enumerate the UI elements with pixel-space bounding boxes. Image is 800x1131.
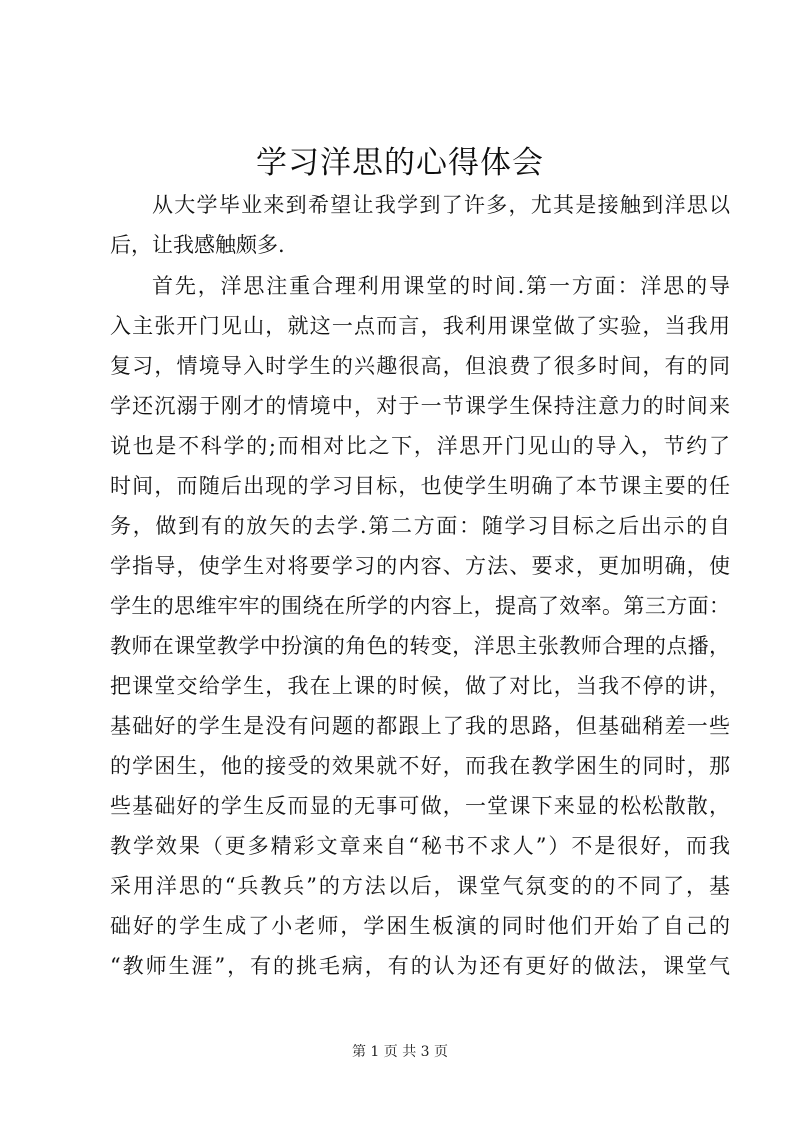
paragraph-line: 学生的思维牢牢的围绕在所学的内容上，提高了效率。第三方面： — [110, 594, 730, 618]
paragraph-line: 础好的学生成了小老师，学困生板演的同时他们开始了自己的 — [110, 914, 730, 938]
paragraph-line: 说也是不科学的;而相对比之下，洋思开门见山的导入，节约了 — [110, 434, 730, 458]
paragraph-line: 后，让我感触颇多. — [110, 233, 285, 257]
paragraph-line: 复习，情境导入时学生的兴趣很高，但浪费了很多时间，有的同 — [110, 354, 730, 378]
paragraph-line: 采用洋思的“兵教兵”的方法以后，课堂气氛变的的不同了，基 — [110, 874, 730, 898]
paragraph-line: 首先，洋思注重合理利用课堂的时间.第一方面：洋思的导 — [152, 274, 730, 298]
paragraph-line: 基础好的学生是没有问题的都跟上了我的思路，但基础稍差一些 — [110, 714, 730, 738]
paragraph-line: “教师生涯”，有的挑毛病，有的认为还有更好的做法，课堂气 — [110, 954, 730, 978]
paragraph-line: 教师在课堂教学中扮演的角色的转变，洋思主张教师合理的点播， — [110, 634, 730, 658]
paragraph-line: 入主张开门见山，就这一点而言，我利用课堂做了实验，当我用 — [110, 314, 730, 338]
page-title: 学习洋思的心得体会 — [256, 145, 544, 181]
paragraph-line: 的学困生，他的接受的效果就不好，而我在教学困生的同时，那 — [110, 754, 730, 778]
paragraph-line: 学指导，使学生对将要学习的内容、方法、要求，更加明确，使 — [110, 554, 730, 578]
paragraph-line: 把课堂交给学生，我在上课的时候，做了对比，当我不停的讲， — [110, 674, 730, 698]
paragraph-line: 些基础好的学生反而显的无事可做，一堂课下来显的松松散散， — [110, 794, 730, 818]
paragraph-line: 教学效果（更多精彩文章来自“秘书不求人”）不是很好，而我 — [110, 834, 730, 858]
paragraph-line: 时间，而随后出现的学习目标，也使学生明确了本节课主要的任 — [110, 474, 730, 498]
page-number-footer: 第 1 页 共 3 页 — [351, 1044, 449, 1060]
paragraph-line: 学还沉溺于刚才的情境中，对于一节课学生保持注意力的时间来 — [110, 394, 730, 418]
paragraph-line: 务，做到有的放矢的去学.第二方面：随学习目标之后出示的自 — [110, 514, 730, 538]
paragraph-line: 从大学毕业来到希望让我学到了许多，尤其是接触到洋思以 — [152, 193, 730, 217]
